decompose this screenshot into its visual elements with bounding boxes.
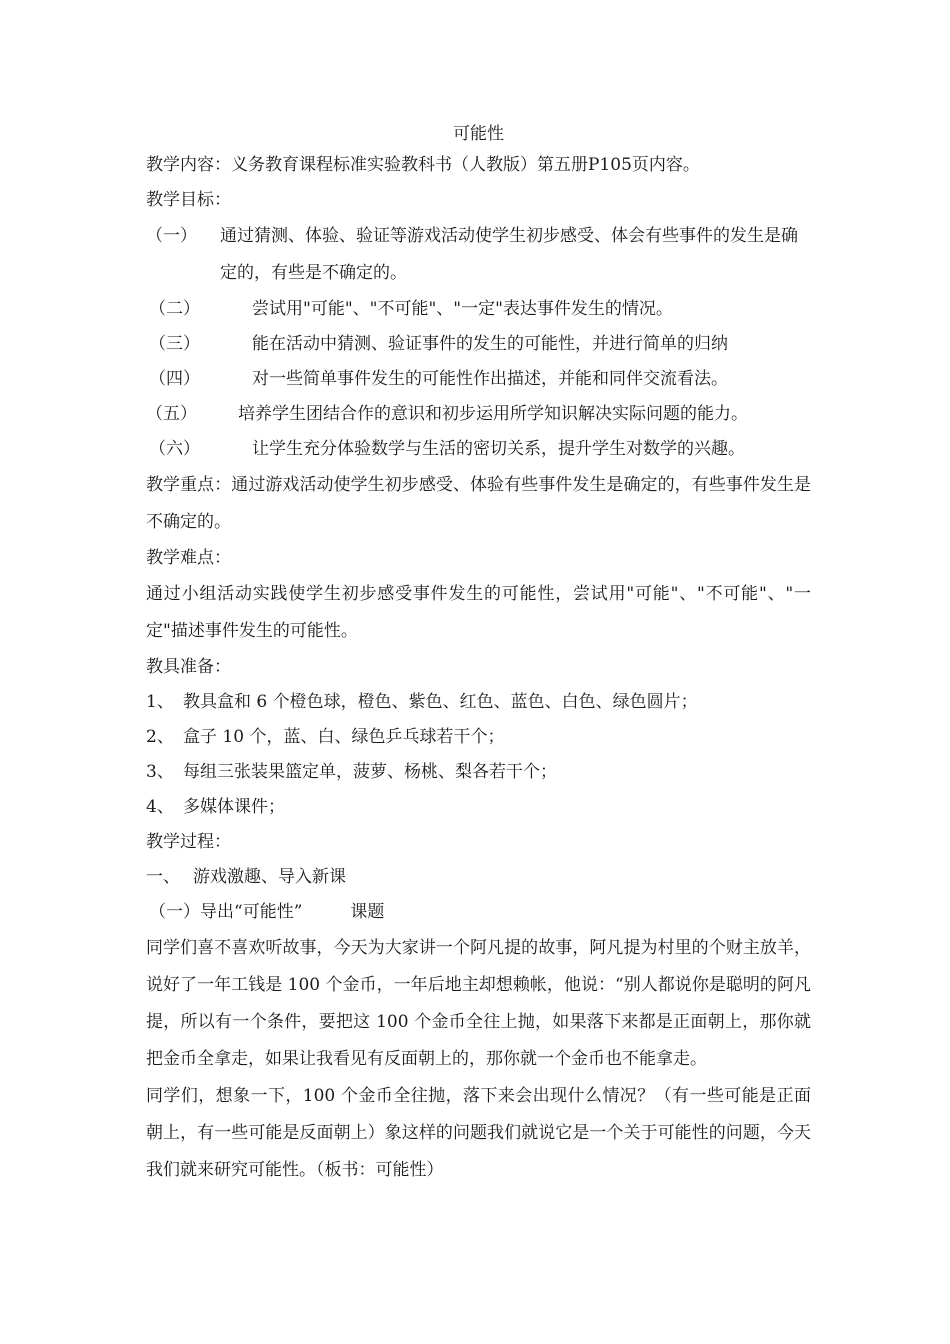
prep-text: 每组三张装果篮定单，菠萝、杨桃、梨各若干个；	[183, 762, 557, 782]
objectives-heading: 教学目标：	[146, 190, 231, 210]
subsection-title: （一）导出“可能性”	[149, 902, 303, 922]
objective-number: （二）	[149, 299, 200, 319]
objective-item	[146, 432, 811, 467]
objective-text: 让学生充分体验数学与生活的密切关系，提升学生对数学的兴趣。	[252, 439, 745, 459]
prep-item	[146, 685, 811, 720]
section-title: 游戏激趣、导入新课	[193, 867, 346, 887]
prep-heading: 教具准备：	[146, 657, 231, 677]
objective-number: （五）	[146, 404, 197, 424]
prep-text: 盒子 10 个，蓝、白、绿色乒乓球若干个；	[183, 727, 505, 747]
prep-item	[146, 755, 811, 790]
subsection-heading	[146, 895, 811, 930]
objective-number: （六）	[149, 439, 200, 459]
objective-item	[146, 397, 811, 432]
objective-item	[146, 327, 811, 362]
section-heading	[146, 860, 811, 895]
objective-text: 尝试用"可能"、"不可能"、"一定"表达事件发生的情况。	[252, 299, 673, 319]
story-paragraph: 同学们喜不喜欢听故事，今天为大家讲一个阿凡提的故事，阿凡提为村里的个财主放羊，说好了一年工钱是 100 个金币，一年后地主却想赖帐，他说：“别人都说你是聪明的阿凡提，所以有一个条件，要把这 100 个金币全往上抛，如果落下来都是正面朝上，那你就把金币全拿走，如果让我看见有反面朝上的，那你就一个金币也不能拿走。	[146, 938, 811, 1069]
subsection-suffix: 课题	[350, 902, 385, 922]
objective-item	[146, 218, 811, 292]
objective-number: （四）	[149, 369, 200, 389]
prep-number: 2、	[146, 727, 174, 747]
prep-text: 教具盒和 6 个橙色球，橙色、紫色、红色、蓝色、白色、绿色圆片；	[183, 692, 698, 712]
difficulty-paragraph: 通过小组活动实践使学生初步感受事件发生的可能性，尝试用"可能"、"不可能"、"一定"描述事件发生的可能性。	[146, 584, 811, 641]
prep-number: 3、	[146, 762, 174, 782]
objective-item	[146, 362, 811, 397]
key-point-paragraph: 教学重点：通过游戏活动使学生初步感受、体验有些事件发生是确定的，有些事件发生是不确定的。	[146, 475, 811, 532]
section-number: 一、	[146, 867, 180, 887]
question-paragraph: 同学们，想象一下，100 个金币全往抛，落下来会出现什么情况？（有一些可能是正面朝上，有一些可能是反面朝上）象这样的问题我们就说它是一个关于可能性的问题，今天我们就来研究可能性。（板书：可能性）	[146, 1086, 811, 1180]
prep-number: 4、	[146, 797, 174, 817]
objective-text: 通过猜测、体验、验证等游戏活动使学生初步感受、体会有些事件的发生是确定的，有些是不确定的。	[220, 226, 798, 283]
teaching-content-line: 教学内容：义务教育课程标准实验教科书（人教版）第五册P105页内容。	[146, 155, 700, 175]
prep-item	[146, 790, 811, 825]
document-page	[146, 120, 811, 1189]
prep-text: 多媒体课件；	[183, 797, 285, 817]
objective-number: （三）	[149, 334, 200, 354]
document-title: 可能性	[453, 124, 504, 144]
objective-text: 培养学生团结合作的意识和初步运用所学知识解决实际问题的能力。	[238, 404, 748, 424]
process-heading: 教学过程：	[146, 832, 231, 852]
prep-number: 1、	[146, 692, 174, 712]
objective-item	[146, 292, 811, 327]
objective-text: 能在活动中猜测、验证事件的发生的可能性，并进行简单的归纳	[252, 334, 728, 354]
objective-number: （一）	[146, 226, 197, 246]
difficulty-heading: 教学难点：	[146, 548, 231, 568]
objective-text: 对一些简单事件发生的可能性作出描述，并能和同伴交流看法。	[252, 369, 728, 389]
prep-item	[146, 720, 811, 755]
